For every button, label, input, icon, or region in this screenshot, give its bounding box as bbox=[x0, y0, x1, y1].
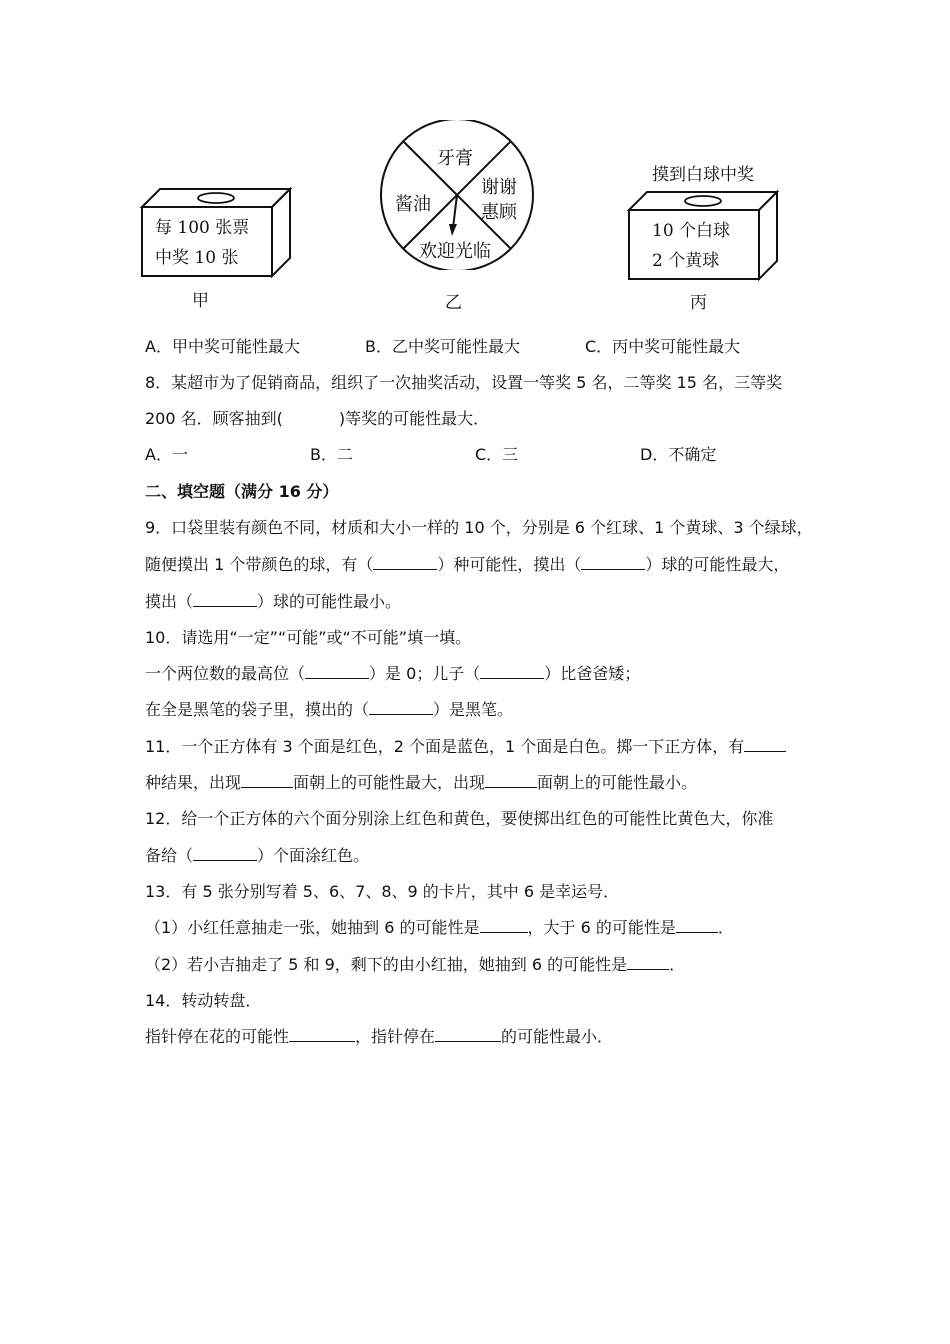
q10-line2-b: ）是 0；儿子（ bbox=[369, 664, 481, 683]
q11-line2 bbox=[145, 773, 697, 793]
q13-sub2-b: ． bbox=[669, 955, 686, 974]
sector-welcome: 欢迎光临 bbox=[419, 241, 491, 262]
sector-thanks-1: 谢谢 bbox=[481, 177, 517, 198]
q10-line3-b: ）是黑笔。 bbox=[433, 700, 514, 719]
q9-line2-b: ）种可能性，摸出（ bbox=[437, 555, 582, 574]
bing-line2: 2 个黄球 bbox=[652, 251, 720, 271]
q9-line3-b: ）球的可能性最小。 bbox=[257, 592, 402, 611]
sector-toothpaste: 牙膏 bbox=[437, 148, 473, 169]
q12-line1: 12．给一个正方体的六个面分别涂上红色和黄色，要使掷出红色的可能性比黄色大，你准 bbox=[145, 809, 774, 828]
q9-line2-a: 随便摸出 1 个带颜色的球，有（ bbox=[145, 555, 374, 574]
q10-blank-3[interactable] bbox=[369, 700, 433, 715]
q7-option-a: A．甲中奖可能性最大 bbox=[145, 337, 300, 356]
yi-label: 乙 bbox=[445, 293, 462, 313]
q11-line1-text: 11．一个正方体有 3 个面是红色，2 个面是蓝色，1 个面是白色。掷一下正方体，有 bbox=[145, 737, 745, 756]
q11-line1 bbox=[145, 737, 786, 757]
jia-label: 甲 bbox=[192, 291, 209, 311]
q8-line2-pre: 200 名．顾客抽到( bbox=[145, 409, 283, 428]
q13-sub1-c: ． bbox=[717, 918, 734, 937]
q7-option-b: B．乙中奖可能性最大 bbox=[365, 337, 520, 356]
box-slot bbox=[198, 193, 234, 203]
q8-line1: 8．某超市为了促销商品，组织了一次抽奖活动，设置一等奖 5 名，二等奖 15 名，三等奖 bbox=[145, 373, 783, 392]
q9-line2 bbox=[145, 555, 789, 575]
q14-line2-c: 的可能性最小． bbox=[501, 1027, 614, 1046]
q14-line2 bbox=[145, 1027, 613, 1047]
q13-blank-1[interactable] bbox=[480, 918, 528, 933]
q10-line2-a: 一个两位数的最高位（ bbox=[145, 664, 306, 683]
q9-blank-2[interactable] bbox=[581, 555, 645, 570]
q9-blank-3[interactable] bbox=[193, 592, 257, 607]
q8-option-c: C．三 bbox=[475, 445, 519, 464]
jia-line1: 每 100 张票 bbox=[155, 218, 250, 238]
q11-line2-c: 面朝上的可能性最小。 bbox=[537, 773, 698, 792]
sector-thanks-2: 惠顾 bbox=[481, 202, 517, 223]
q13-blank-2[interactable] bbox=[676, 918, 718, 933]
q13-sub1-a: （1）小红任意抽走一张，她抽到 6 的可能性是 bbox=[145, 918, 480, 937]
q11-blank-1[interactable] bbox=[744, 737, 786, 752]
q14-blank-2[interactable] bbox=[435, 1027, 501, 1042]
q14-line2-a: 指针停在花的可能性 bbox=[145, 1027, 290, 1046]
q9-line2-c: ）球的可能性最大， bbox=[645, 555, 790, 574]
q8-line2 bbox=[145, 409, 489, 429]
q10-line1: 10．请选用“一定”“可能”或“不可能”填一填。 bbox=[145, 628, 472, 647]
bing-line1: 10 个白球 bbox=[652, 221, 731, 241]
q13-sub1 bbox=[145, 918, 734, 938]
q10-blank-1[interactable] bbox=[305, 664, 369, 679]
q12-blank[interactable] bbox=[193, 846, 257, 861]
sector-soy-sauce: 酱油 bbox=[395, 194, 431, 215]
q11-blank-2[interactable] bbox=[241, 773, 293, 788]
q10-line3-a: 在全是黑笔的袋子里，摸出的（ bbox=[145, 700, 370, 719]
bing-label: 丙 bbox=[690, 293, 707, 313]
q8-option-a: A．一 bbox=[145, 445, 188, 464]
q13-sub2-a: （2）若小吉抽走了 5 和 9，剩下的由小红抽，她抽到 6 的可能性是 bbox=[145, 955, 628, 974]
q12-line2 bbox=[145, 846, 369, 866]
q12-line2-a: 备给（ bbox=[145, 846, 194, 865]
q14-blank-1[interactable] bbox=[289, 1027, 355, 1042]
q8-option-d: D．不确定 bbox=[640, 445, 717, 464]
q8-line2-post: )等奖的可能性最大． bbox=[338, 409, 490, 428]
figure-yi-spinner bbox=[375, 120, 540, 270]
q13-sub2 bbox=[145, 955, 685, 975]
q9-line3 bbox=[145, 592, 401, 612]
box-slot bbox=[685, 196, 721, 206]
q10-line2 bbox=[145, 664, 640, 684]
q7-option-c: C．丙中奖可能性最大 bbox=[585, 337, 741, 356]
q9-line3-a: 摸出（ bbox=[145, 592, 194, 611]
q14-line1: 14．转动转盘． bbox=[145, 991, 262, 1010]
jia-line2: 中奖 10 张 bbox=[155, 248, 239, 268]
q9-blank-1[interactable] bbox=[373, 555, 437, 570]
q8-option-b: B．二 bbox=[310, 445, 353, 464]
q13-blank-3[interactable] bbox=[627, 955, 669, 970]
q9-line1: 9．口袋里装有颜色不同，材质和大小一样的 10 个，分别是 6 个红球、1 个黄球、3 个绿球， bbox=[145, 518, 813, 537]
section-heading: 二、填空题（满分 16 分） bbox=[145, 482, 339, 501]
q13-line1: 13．有 5 张分别写着 5、6、7、8、9 的卡片，其中 6 是幸运号． bbox=[145, 882, 620, 901]
q11-blank-3[interactable] bbox=[485, 773, 537, 788]
q10-blank-2[interactable] bbox=[480, 664, 544, 679]
q14-line2-b: ，指针停在 bbox=[355, 1027, 436, 1046]
q13-sub1-b: ，大于 6 的可能性是 bbox=[527, 918, 676, 937]
q10-line3 bbox=[145, 700, 513, 720]
q12-line2-b: ）个面涂红色。 bbox=[257, 846, 370, 865]
q11-line2-a: 种结果，出现 bbox=[145, 773, 242, 792]
bing-caption: 摸到白球中奖 bbox=[652, 165, 754, 185]
q10-line2-c: ）比爸爸矮； bbox=[544, 664, 641, 683]
q11-line2-b: 面朝上的可能性最大，出现 bbox=[293, 773, 486, 792]
